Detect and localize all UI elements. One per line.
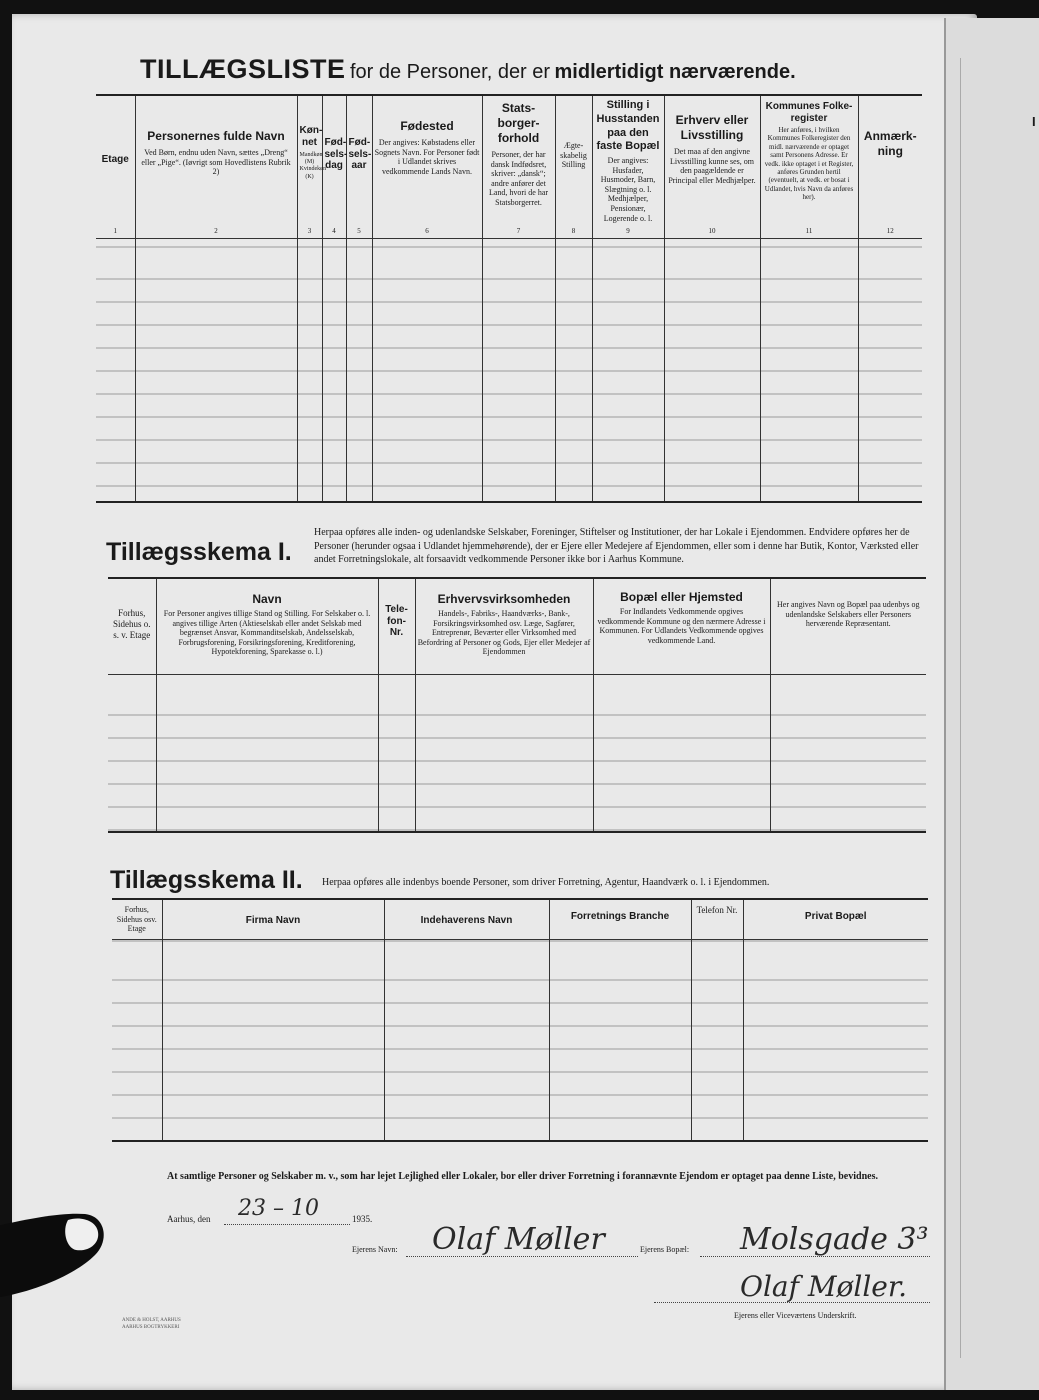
title-part1: for de Personer, der er xyxy=(349,61,551,83)
skema2-indehaver-cell[interactable] xyxy=(384,939,549,1141)
skema2-telefon-cell[interactable] xyxy=(691,939,743,1141)
tillaegsliste-table xyxy=(96,94,922,503)
skema1-bopael-cell[interactable] xyxy=(593,674,770,832)
printer-imprint: ANDE & HOLST, AARHUS AARHUS BOGTRYKKERI xyxy=(122,1318,181,1330)
col-foedested-header: Fødested Der angives: Købstadens eller Sognets Navn. For Personer født i Udlandet skrives vedkommende Lands Navn. 6 xyxy=(372,95,482,238)
foedested-cell[interactable] xyxy=(372,238,482,502)
col-navn-header: Personernes fulde Navn Ved Børn, endnu uden Navn, sættes „Dreng“ eller „Pige“. (Iøvrigt som Hovedlistens Rubrik 2) 2 xyxy=(135,95,297,238)
date-handwritten: 23 – 10 xyxy=(238,1196,319,1221)
skema2-bopael-header: Privat Bopæl xyxy=(743,899,928,939)
skema1-description: Herpaa opføres alle inden- og udenlandske Selskaber, Foreninger, Stiftelser og Institutioner, der har Lokale i Ejendommen. Endvidere opføres her de Personer (herunder ogsaa i Udlandet hjemmehørende), der er Ejere eller Medejere af Ejendommen, eller som i denne har Butik, Kontor, Værksted eller andet Forretningslokale, alt forsaavidt vedkommende Personer ikke bor i Aarhus Kommune. xyxy=(314,527,919,565)
title-part2: midlertidigt nærværende. xyxy=(554,61,796,83)
col-aegteskabelig-header: Ægte-skabelig Stilling 8 xyxy=(555,95,592,238)
skema1-repraesentant-header: Her angives Navn og Bopæl paa udenbys og udenlandske Selskabers eller Personers herværende Repræsentant. xyxy=(770,578,926,674)
owner-address-label: Ejerens Bopæl: xyxy=(640,1245,690,1254)
folkeregister-cell[interactable] xyxy=(760,238,858,502)
col-anmaerkning-header: Anmærk-ning 12 xyxy=(858,95,922,238)
col-etage-header: Etage 1 xyxy=(96,95,135,238)
skema1-erhverv-cell[interactable] xyxy=(415,674,593,832)
col-erhverv-header: Erhverv eller Livsstilling Det maa af den angivne Livsstilling kunne ses, om den paagældende er Principal eller Medhjælper. 10 xyxy=(664,95,760,238)
skema2-firma-cell[interactable] xyxy=(162,939,384,1141)
skema2-bopael-cell[interactable] xyxy=(743,939,928,1141)
foedselsdag-cell[interactable] xyxy=(322,238,346,502)
skema2-etage-cell[interactable] xyxy=(112,939,162,1141)
skema1-erhverv-header: Erhvervsvirksomheden Handels-, Fabriks-, Haandværks-, Bank-, Forsikringsvirksomhed osv. Læge, Sagfører, Entreprenør, Beværter eller Virksomhed med Befordring af Personer og Gods, Ejer eller Medejer af Ejendommen xyxy=(415,578,593,674)
skema1-navn-header: Navn For Personer angives tillige Stand og Stilling. For Selskaber o. l. angives tillige Arten (Aktieselskab eller andet Selskab med begrænset Ansvar, Kommanditselskab, Andelsselskab, Forbrugsforening, Forsikringsforening, Kreditforening, Hypotekforening, Sparekasse o. l.) xyxy=(156,578,378,674)
finger-image xyxy=(0,1200,130,1305)
skema1-repraesentant-cell[interactable] xyxy=(770,674,926,832)
koennet-cell[interactable] xyxy=(297,238,322,502)
skema1-telefon-header: Tele-fon-Nr. xyxy=(378,578,415,674)
skema2-description: Herpaa opføres alle indenbys boende Personer, som driver Forretning, Agentur, Haandværk o. l. i Ejendommen. xyxy=(322,877,770,888)
col-statsborgerforhold-header: Stats-borger-forhold Personer, der har dansk Indfødsret, skriver: „dansk“; andre anfører det Land, hvori de har Statsborgerret. 7 xyxy=(482,95,555,238)
skema1-navn-cell[interactable] xyxy=(156,674,378,832)
etage-cell[interactable] xyxy=(96,238,135,502)
city-label: Aarhus, den xyxy=(167,1214,211,1224)
adjacent-page-fragment: I xyxy=(1032,114,1036,129)
skema2-branche-header: Forretnings Branche xyxy=(549,899,691,939)
skema2-branche-cell[interactable] xyxy=(549,939,691,1141)
title-main: TILLÆGSLISTE xyxy=(140,54,346,84)
skema1-title: Tillægsskema I. xyxy=(106,538,292,566)
certification-text: At samtlige Personer og Selskaber m. v., som har lejet Lejlighed eller Lokaler, bor eller driver Forretning i forannævnte Ejendom er optaget paa denne Liste, bevidnes. xyxy=(167,1171,878,1182)
skema1-table xyxy=(108,577,926,833)
col-stilling-husstand-header: Stilling i Husstanden paa den faste Bopæl Der angives: Husfader, Husmoder, Barn, Slægtning o. l. Medhjælper, Pensionær, Logerende o. l. 9 xyxy=(592,95,664,238)
skema2-firma-header: Firma Navn xyxy=(162,899,384,939)
signature-handwritten: Olaf Møller. xyxy=(740,1270,908,1303)
col-foedselsdag-header: Fød-sels-dag 4 xyxy=(322,95,346,238)
page-title xyxy=(140,54,796,85)
year-text: 1935. xyxy=(352,1214,373,1224)
skema2-telefon-header: Telefon Nr. xyxy=(691,899,743,939)
skema1-etage-cell[interactable] xyxy=(108,674,156,832)
skema1-telefon-cell[interactable] xyxy=(378,674,415,832)
col-foedselsaar-header: Fød-sels-aar 5 xyxy=(346,95,372,238)
col-koennet-header: Køn-net Mandkøn (M) Kvindekøn (K) 3 xyxy=(297,95,322,238)
navn-cell[interactable] xyxy=(135,238,297,502)
statsborgerforhold-cell[interactable] xyxy=(482,238,555,502)
skema2-table xyxy=(112,898,928,1142)
skema2-title: Tillægsskema II. xyxy=(110,866,303,894)
owner-address-handwritten: Molsgade 3³ xyxy=(740,1222,929,1257)
stilling-husstand-cell[interactable] xyxy=(592,238,664,502)
owner-name-handwritten: Olaf Møller xyxy=(432,1222,605,1257)
adjacent-page xyxy=(944,18,1039,1390)
foedselsaar-cell[interactable] xyxy=(346,238,372,502)
signature-label: Ejerens eller Viceværtens Underskrift. xyxy=(734,1311,857,1320)
signature-line[interactable] xyxy=(654,1296,930,1303)
owner-name-label: Ejerens Navn: xyxy=(352,1245,398,1254)
aegteskabelig-cell[interactable] xyxy=(555,238,592,502)
skema1-bopael-header: Bopæl eller Hjemsted For Indlandets Vedkommende opgives vedkommende Kommune og den nærmere Adresse i Kommunen. For Udlandets Vedkommende opgives vedkommende Land. xyxy=(593,578,770,674)
skema1-etage-header: Forhus, Sidehus o. s. v. Etage xyxy=(108,578,156,674)
skema2-indehaver-header: Indehaverens Navn xyxy=(384,899,549,939)
col-folkeregister-header: Kommunes Folke-register Her anføres, i hvilken Kommunes Folkeregister den midl. nærværende er optaget samt Personens Adresse. Er vedk. ikke optaget i et Register, anføres Grunden hertil (eventuelt, at vedk. er bosat i Udlandet, hvis Navn da anføres her). 11 xyxy=(760,95,858,238)
skema2-etage-header: Forhus, Sidehus osv. Etage xyxy=(112,899,162,939)
erhverv-cell[interactable] xyxy=(664,238,760,502)
anmaerkning-cell[interactable] xyxy=(858,238,922,502)
